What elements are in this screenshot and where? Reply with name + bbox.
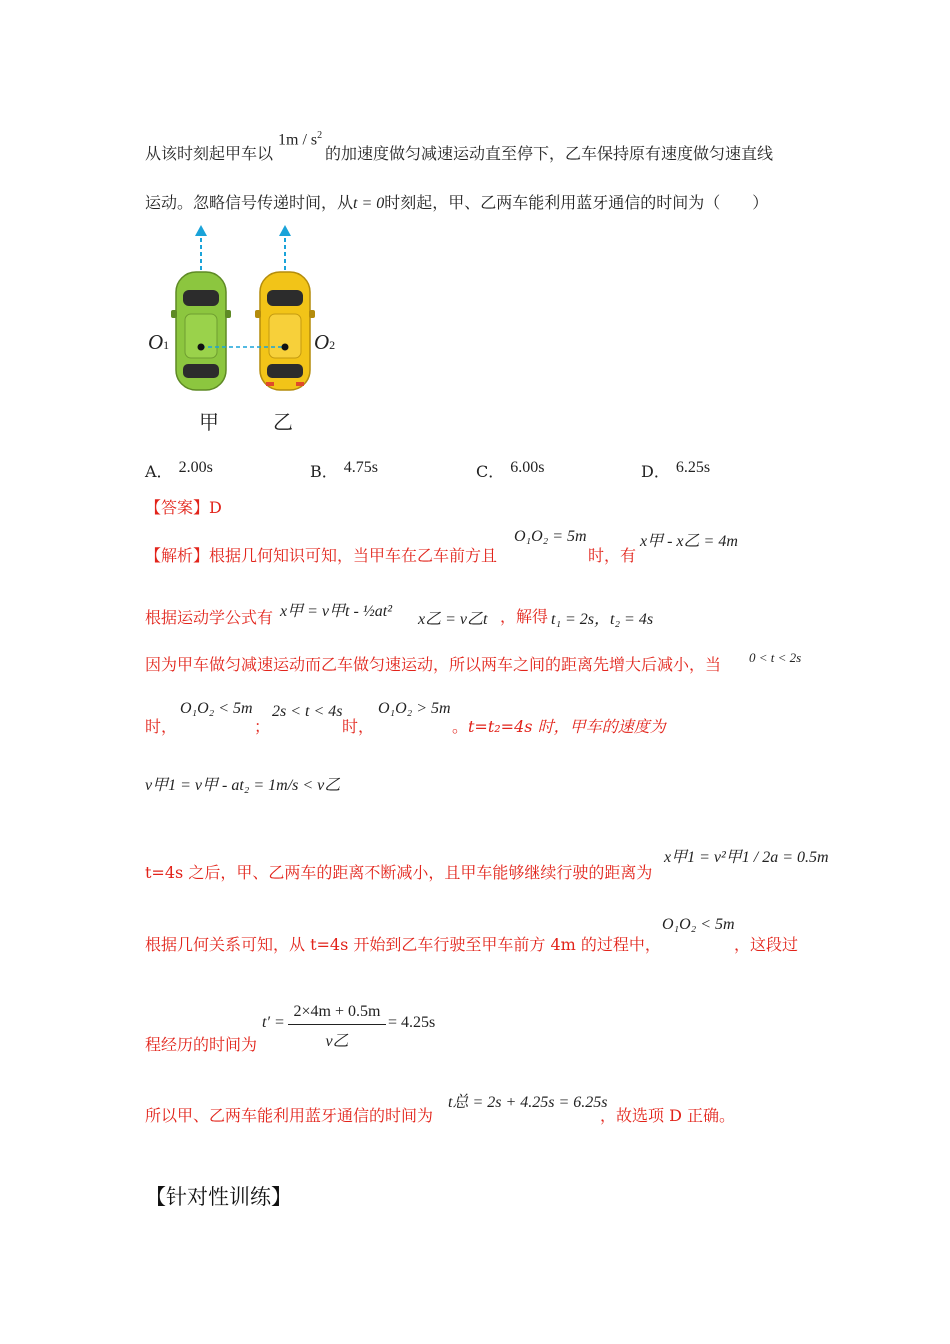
analysis-line-3: 因为甲车做匀减速运动而乙车做匀速运动，所以两车之间的距离先增大后减小，当 <box>145 655 722 674</box>
option-a[interactable]: A． 2.00s <box>145 459 213 481</box>
yellow-car-icon <box>255 272 315 390</box>
analysis-line-1-mid: 时，有 <box>588 546 637 565</box>
formula-t-prime-numerator: 2×4m + 0.5m <box>293 1003 381 1020</box>
analysis-line-7: 根据几何关系可知，从 t=4s 开始到乙车行驶至甲车前方 4m 的过程中， <box>145 935 661 954</box>
center-o2 <box>282 344 289 351</box>
analysis-line-2: 根据运动学公式有 <box>145 608 274 627</box>
fraction-bar <box>288 1024 386 1025</box>
formula-o1o2-eq-5: O₁O₂ = 5m <box>514 528 587 545</box>
formula-t-prime-denominator: v乙 <box>325 1033 349 1050</box>
analysis-line-4b: 时， <box>342 717 375 736</box>
formula-t-range-2: 2s < t < 4s <box>272 703 343 720</box>
question-line-2: 运动。忽略信号传递时间，从t = 0时刻起，甲、乙两车能利用蓝牙通信的时间为（ ） <box>145 193 769 212</box>
formula-x-jia: x甲 = v甲t - ½at² <box>280 603 393 620</box>
formula-t-total: t总 = 2s + 4.25s = 6.25s <box>448 1094 608 1111</box>
arrow-right-icon <box>279 225 291 270</box>
question-line-1: 从该时刻起甲车以 的加速度做匀减速运动直至停下，乙车保持原有速度做匀速直线 <box>145 144 774 163</box>
analysis-line-4c: 。 <box>452 717 469 736</box>
analysis-line-9-post: ，故选项 D 正确。 <box>600 1106 736 1125</box>
two-cars-figure <box>140 222 350 432</box>
formula-t-prime-label: t′ = <box>262 1014 285 1031</box>
center-o1 <box>198 344 205 351</box>
formula-t-prime-result: = 4.25s <box>388 1014 436 1031</box>
analysis-line-9: 所以甲、乙两车能利用蓝牙通信的时间为 <box>145 1106 434 1125</box>
option-d[interactable]: D． 6.25s <box>641 459 711 481</box>
accel-value: $1m / s^2$ <box>278 130 323 149</box>
formula-x-yi: x乙 = v乙t <box>418 611 488 628</box>
analysis-line-7-post: ，这段过 <box>734 935 799 954</box>
option-c[interactable]: C． 6.00s <box>476 459 545 481</box>
green-car-icon <box>171 272 231 390</box>
formula-o1o2-lt-5-b: O₁O₂ < 5m <box>662 916 735 933</box>
label-o2: O2 <box>314 330 336 354</box>
analysis-line-4-semicolon: ； <box>254 717 271 736</box>
answer: 【答案】D <box>145 498 222 517</box>
label-o1: O1 <box>148 330 170 354</box>
analysis-line-4d: t=t₂=4s 时，甲车的速度为 <box>468 717 666 736</box>
formula-x-jia1: x甲1 = v²甲1 / 2a = 0.5m <box>664 849 829 866</box>
option-b[interactable]: B． 4.75s <box>310 459 378 481</box>
formula-v-jia1: v甲1 = v甲 - at₂ = 1m/s < v乙 <box>145 777 341 794</box>
arrow-left-icon <box>195 225 207 270</box>
formula-o1o2-lt-5: O₁O₂ < 5m <box>180 700 253 717</box>
formula-x-diff: x甲 - x乙 = 4m <box>640 533 738 550</box>
analysis-line-8: 程经历的时间为 <box>145 1035 258 1054</box>
analysis-line-4a: 时， <box>145 717 178 736</box>
formula-o1o2-gt-5: O₁O₂ > 5m <box>378 700 451 717</box>
analysis-line-6: t=4s 之后，甲、乙两车的距离不断减小，且甲车能够继续行驶的距离为 <box>145 863 653 882</box>
analysis-line-1: 【解析】根据几何知识可知，当甲车在乙车前方且 <box>145 546 498 565</box>
analysis-line-2-mid: ，解得 <box>500 607 549 626</box>
label-car-yi: 乙 <box>273 410 293 434</box>
formula-t-range-1: 0 < t < 2s <box>749 650 802 665</box>
section-heading: 【针对性训练】 <box>145 1185 292 1209</box>
formula-t-solutions: t₁ = 2s，t₂ = 4s <box>551 611 654 628</box>
label-car-jia: 甲 <box>199 410 219 434</box>
